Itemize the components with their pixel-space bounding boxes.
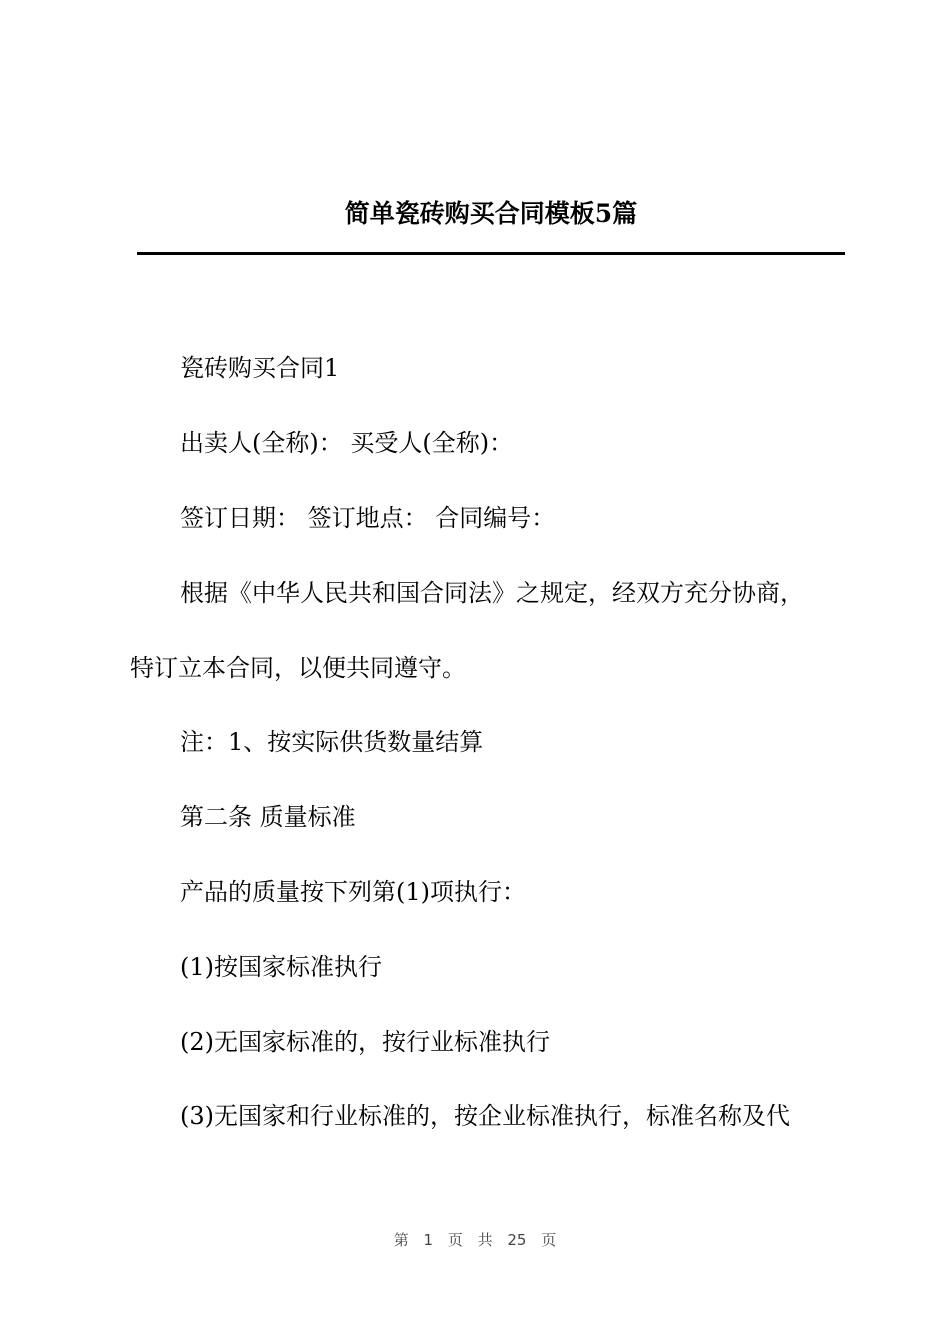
quality-paragraph: 产品的质量按下列第(1)项执行： bbox=[180, 878, 526, 906]
page-number: 第 1 页 共 25 页 bbox=[393, 1231, 557, 1249]
title-divider bbox=[137, 252, 845, 255]
party-line: 出卖人(全称)： 买受人(全称)： bbox=[180, 429, 514, 457]
document-title: 简单瓷砖购买合同模板5篇 bbox=[344, 199, 638, 228]
note-paragraph: 注：1、按实际供货数量结算 bbox=[180, 728, 484, 756]
signing-info-line: 签订日期： 签订地点： 合同编号： bbox=[180, 504, 556, 532]
contract-heading: 瓷砖购买合同1 bbox=[180, 354, 340, 382]
list-item: (1)按国家标准执行 bbox=[180, 953, 382, 981]
article-heading: 第二条 质量标准 bbox=[180, 803, 356, 831]
list-item: (2)无国家标准的，按行业标准执行 bbox=[180, 1028, 550, 1056]
preamble-continuation: 特订立本合同，以便共同遵守。 bbox=[130, 654, 466, 682]
list-item: (3)无国家和行业标准的，按企业标准执行，标准名称及代 bbox=[180, 1102, 790, 1130]
preamble-paragraph: 根据《中华人民共和国合同法》之规定，经双方充分协商， bbox=[180, 579, 804, 607]
